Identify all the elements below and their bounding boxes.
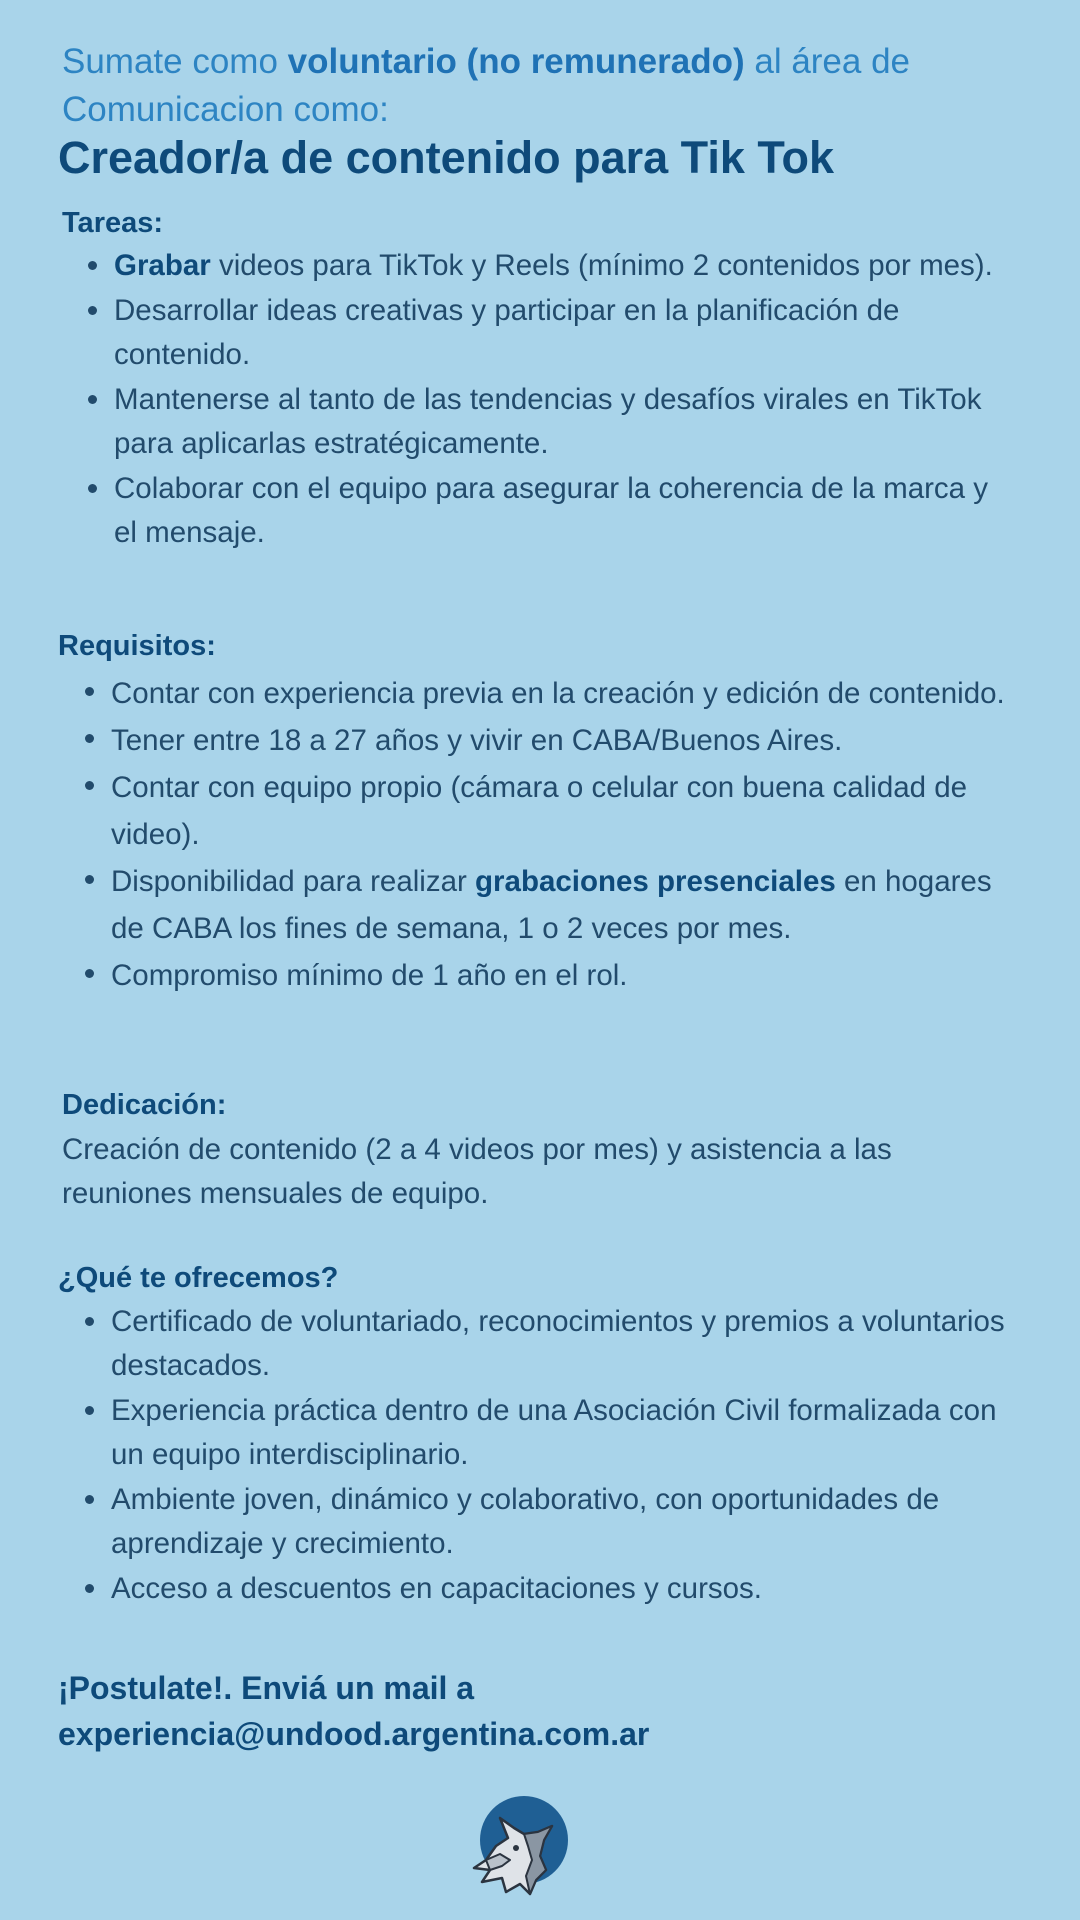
tareas-item1-rest: videos para TikTok y Reels (mínimo 2 contenidos por mes). bbox=[210, 249, 993, 282]
intro-prefix: Sumate como bbox=[62, 42, 288, 81]
call-to-action bbox=[58, 1665, 1058, 1757]
list-item: Tener entre 18 a 27 años y vivir en CABA/Buenos Aires. bbox=[111, 717, 1031, 764]
cta-line: ¡Postulate!. Enviá un mail a bbox=[58, 1670, 475, 1706]
list-item: Contar con equipo propio (cámara o celular con buena calidad de video). bbox=[111, 764, 1031, 858]
list-item: Mantenerse al tanto de las tendencias y desafíos virales en TikTok para aplicarlas estratégicamente. bbox=[114, 378, 1014, 466]
tareas-heading: Tareas: bbox=[62, 207, 164, 239]
contact-email[interactable]: experiencia@undood.argentina.com.ar bbox=[58, 1716, 650, 1752]
requisitos-list bbox=[111, 670, 1031, 999]
intro-bold: voluntario (no remunerado) bbox=[287, 42, 745, 81]
oferta-heading: ¿Qué te ofrecemos? bbox=[58, 1262, 339, 1294]
req-item4-suffix: en hogares de CABA los fines de semana, 1 o 2 veces por mes. bbox=[111, 865, 992, 945]
list-item bbox=[111, 858, 1031, 952]
list-item bbox=[114, 244, 1014, 288]
page-title: Creador/a de contenido para Tik Tok bbox=[58, 132, 835, 183]
intro-text bbox=[62, 38, 1052, 134]
list-item: Experiencia práctica dentro de una Asociación Civil formalizada con un equipo interdisciplinario. bbox=[111, 1389, 1031, 1477]
list-item: Colaborar con el equipo para asegurar la coherencia de la marca y el mensaje. bbox=[114, 467, 1014, 555]
tareas-list bbox=[114, 244, 1014, 556]
wolf-eye bbox=[513, 1845, 519, 1851]
requisitos-heading: Requisitos: bbox=[58, 630, 216, 662]
req-item4-prefix: Disponibilidad para realizar bbox=[111, 865, 476, 898]
oferta-list bbox=[111, 1300, 1031, 1612]
list-item: Ambiente joven, dinámico y colaborativo, con oportunidades de aprendizaje y crecimiento. bbox=[111, 1478, 1031, 1566]
intro-suffix: al área de Comunicacion como: bbox=[62, 42, 911, 129]
list-item: Desarrollar ideas creativas y participar en la planificación de contenido. bbox=[114, 289, 1014, 377]
list-item: Acceso a descuentos en capacitaciones y cursos. bbox=[111, 1567, 1031, 1611]
wolf-logo-icon bbox=[466, 1790, 574, 1902]
list-item: Certificado de voluntariado, reconocimientos y premios a voluntarios destacados. bbox=[111, 1300, 1031, 1388]
list-item: Compromiso mínimo de 1 año en el rol. bbox=[111, 952, 1031, 999]
wolf-logo-graphic bbox=[466, 1790, 574, 1902]
tareas-item1-bold: Grabar bbox=[114, 249, 211, 282]
list-item: Contar con experiencia previa en la creación y edición de contenido. bbox=[111, 670, 1031, 717]
req-item4-bold: grabaciones presenciales bbox=[475, 865, 836, 898]
dedicacion-heading: Dedicación: bbox=[62, 1089, 227, 1121]
dedicacion-text: Creación de contenido (2 a 4 videos por mes) y asistencia a las reuniones mensuales de equipo. bbox=[62, 1133, 892, 1210]
